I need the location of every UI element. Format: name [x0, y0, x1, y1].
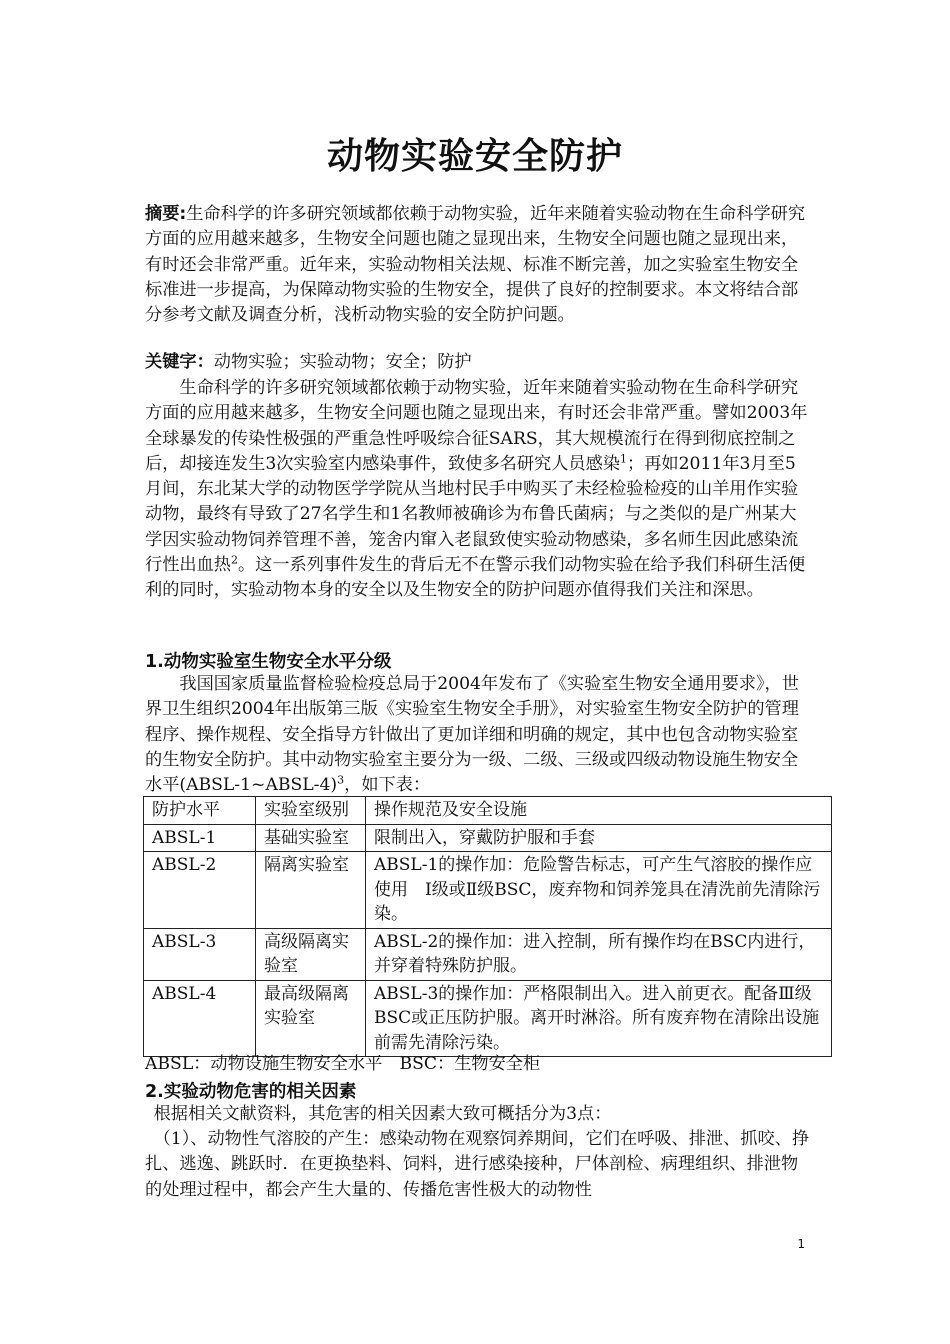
abstract-paragraph [145, 202, 810, 328]
table-cell: 基础实验室 [256, 824, 366, 852]
table-cell: ABSL-3的操作加：严格限制出入。进入前更衣。配备Ⅲ级BSC或正压防护服。离开时淋浴。所有废弃物在清除出设施前需先清除污染。 [366, 980, 832, 1057]
table-cell: ABSL-4 [144, 980, 256, 1057]
table-cell: ABSL-1 [144, 824, 256, 852]
keywords-label: 关键字： [145, 352, 214, 372]
table-header-row [144, 797, 832, 825]
table-header-cell: 防护水平 [144, 797, 256, 825]
table-cell: 限制出入，穿戴防护服和手套 [366, 824, 832, 852]
table-cell: ABSL-2的操作加：进入控制，所有操作均在BSC内进行，并穿着特殊防护服。 [366, 928, 832, 980]
section1-text: 我国国家质量监督检验检疫总局于2004年发布了《实验室生物安全通用要求》，世界卫生组织2004年出版第三版《实验室生物安全手册》，对实验室生物安全防护的管理程序、操作规程、安全指导方针做出了更加详细和明确的规定，其中也包含动物实验室的生物安全防护。其中动物实验室主要分为一级、二级、三级或四级动物设施生物安全水平(ABSL-1~ABSL-4) [145, 674, 799, 796]
keywords-text: 动物实验；实验动物；安全；防护 [213, 352, 472, 372]
keywords-line [145, 350, 810, 375]
table-header-cell: 操作规范及安全设施 [366, 797, 832, 825]
intro-paragraph [145, 376, 810, 604]
section1-tail: ，如下表： [344, 775, 431, 796]
section1-paragraph [145, 672, 810, 798]
table-cell: ABSL-2 [144, 852, 256, 929]
section2-paragraph-2: （1）、动物性气溶胶的产生：感染动物在观察饲养期间，它们在呼吸、排泄、抓咬、挣扎、逃逸、跳跃时．在更换垫料、饲料，进行感染接种，尸体剖检、病理组织、排泄物的处理过程中，都会产生大量的、传播危害性极大的动物性 [145, 1129, 810, 1200]
intro-part3: 。这一系列事件发生的背后无不在警示我们动物实验在给予我们科研生活便利的同时，实验动物本身的安全以及生物安全的防护问题亦值得我们关注和深思。 [145, 555, 806, 601]
intro-part1: 生命科学的许多研究领域都依赖于动物实验，近年来随着实验动物在生命科学研究方面的应用越来越多，生物安全问题也随之显现出来，有时还会非常严重。譬如2003年全球暴发的传染性极强的严重急性呼吸综合征SARS，其大规模流行在得到彻底控制之后，却接连发生3次实验室内感染事件，致使多名研究人员感染 [145, 378, 808, 474]
citation-3: 3 [337, 773, 345, 787]
section1-heading: 1.动物实验室生物安全水平分级 [145, 652, 392, 672]
table-cell: 最高级隔离实验室 [256, 980, 366, 1057]
abstract-text: 生命科学的许多研究领域都依赖于动物实验，近年来随着实验动物在生命科学研究方面的应用越来越多，生物安全问题也随之显现出来，生物安全问题也随之显现出来，有时还会非常严重。近年来，实验动物相关法规、标准不断完善，加之实验室生物安全标准进一步提高，为保障动物实验的生物安全，提供了良好的控制要求。本文将结合部分参考文献及调查分析，浅析动物实验的安全防护问题。 [145, 204, 806, 326]
page-number: 1 [797, 1237, 805, 1251]
table-cell: ABSL-1的操作加：危险警告标志，可产生气溶胶的操作应使用 Ⅰ级或Ⅱ级BSC，废弃物和饲养笼具在清洗前先清除污染。 [366, 852, 832, 929]
table-row [144, 824, 832, 852]
biosafety-level-table [143, 796, 832, 1057]
table-header-cell: 实验室级别 [256, 797, 366, 825]
table-cell: ABSL-3 [144, 928, 256, 980]
table-row [144, 928, 832, 980]
table-note: ABSL：动物设施生物安全水平 BSC：生物安全柜 [145, 1054, 541, 1074]
abstract-label: 摘要: [145, 204, 187, 224]
citation-2: 2 [230, 553, 238, 567]
document-title: 动物实验安全防护 [326, 136, 623, 177]
intro-part2: ；再如2011年3月至5月间，东北某大学的动物医学学院从当地村民手中购买了未经检验检疫的山羊用作实验动物，最终有导致了27名学生和1名教师被确诊为布鲁氏菌病；与之类似的是广州某大学因实验动物饲养管理不善，笼舍内窜入老鼠致使实验动物感染，多名师生因此感染流行性出血热 [145, 453, 799, 576]
citation-1: 1 [620, 452, 628, 466]
section2-heading: 2.实验动物危害的相关因素 [145, 1082, 357, 1102]
table-row [144, 980, 832, 1057]
table-cell: 高级隔离实验室 [256, 928, 366, 980]
table-row [144, 852, 832, 929]
section2-paragraph-1: 根据相关文献资料，其危害的相关因素大致可概括分为3点： [153, 1104, 612, 1124]
table-cell: 隔离实验室 [256, 852, 366, 929]
